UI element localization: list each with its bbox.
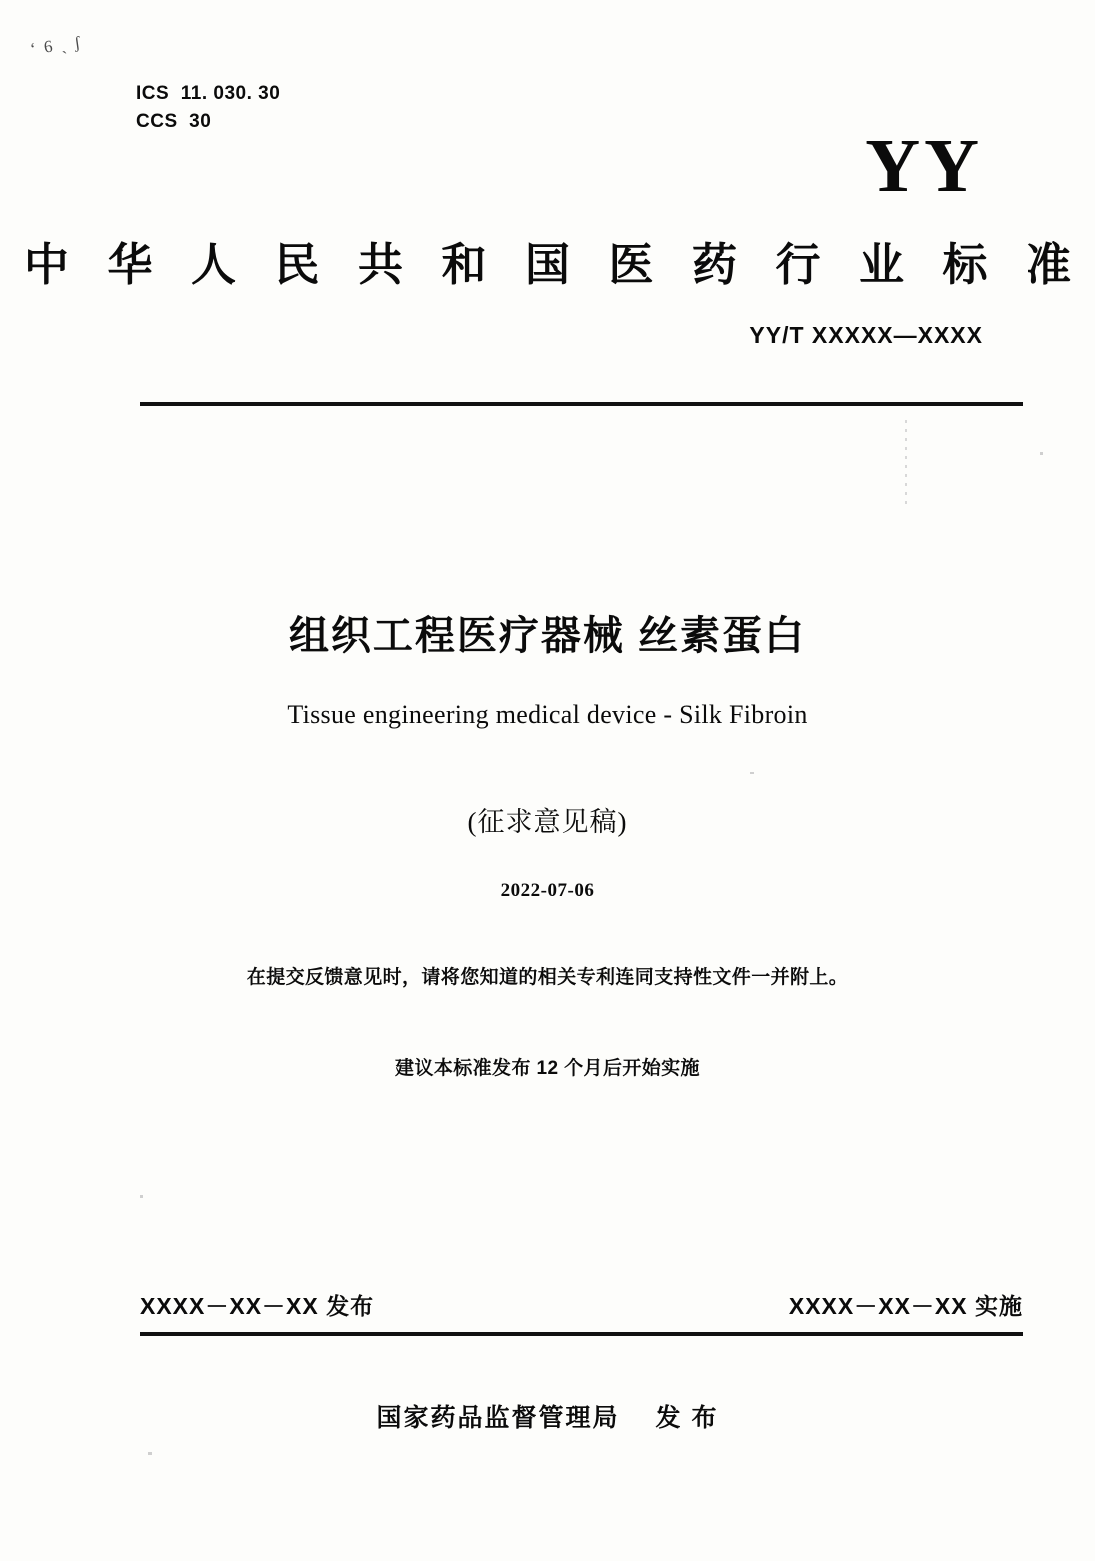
issuer-action: 发 布 xyxy=(655,1404,719,1432)
standard-number: YY/T XXXXX—XXXX xyxy=(749,322,983,348)
issuer-name: 国家药品监督管理局 xyxy=(376,1404,620,1432)
document-date: 2022-07-06 xyxy=(500,880,595,901)
patent-notice: 在提交反馈意见时，请将您知道的相关专利连同支持性文件一并附上。 xyxy=(246,967,849,988)
divider-top xyxy=(140,402,1023,406)
scan-artifact xyxy=(750,772,754,774)
draft-status: (征求意见稿) xyxy=(467,807,628,837)
ccs-code: CCS 30 xyxy=(136,110,212,132)
footer-dates xyxy=(140,1288,1023,1321)
scan-artifact xyxy=(1040,452,1043,455)
series-mark: YY xyxy=(865,124,983,208)
divider-bottom xyxy=(140,1332,1023,1336)
implementation-date-label: XXXX－XX－XX 实施 xyxy=(788,1293,1023,1319)
scan-annotation: ʻ 6 ˎ ʃ xyxy=(28,32,84,59)
scan-artifact xyxy=(905,420,907,510)
classification-codes xyxy=(136,80,280,135)
ics-code: ICS 11. 030. 30 xyxy=(136,83,281,104)
chinese-standard-header: 中 华 人 民 共 和 国 医 药 行 业 标 准 xyxy=(23,239,1085,290)
scan-artifact xyxy=(148,1452,152,1455)
document-title-cn: 组织工程医疗器械 丝素蛋白 xyxy=(288,614,807,658)
release-date-label: XXXX－XX－XX 发布 xyxy=(140,1293,375,1319)
issuing-authority xyxy=(0,1398,1095,1434)
implementation-suggestion: 建议本标准发布 12 个月后开始实施 xyxy=(395,1058,700,1079)
scan-artifact xyxy=(140,1195,143,1198)
document-title-en: Tissue engineering medical device - Silk Fibroin xyxy=(287,700,808,729)
